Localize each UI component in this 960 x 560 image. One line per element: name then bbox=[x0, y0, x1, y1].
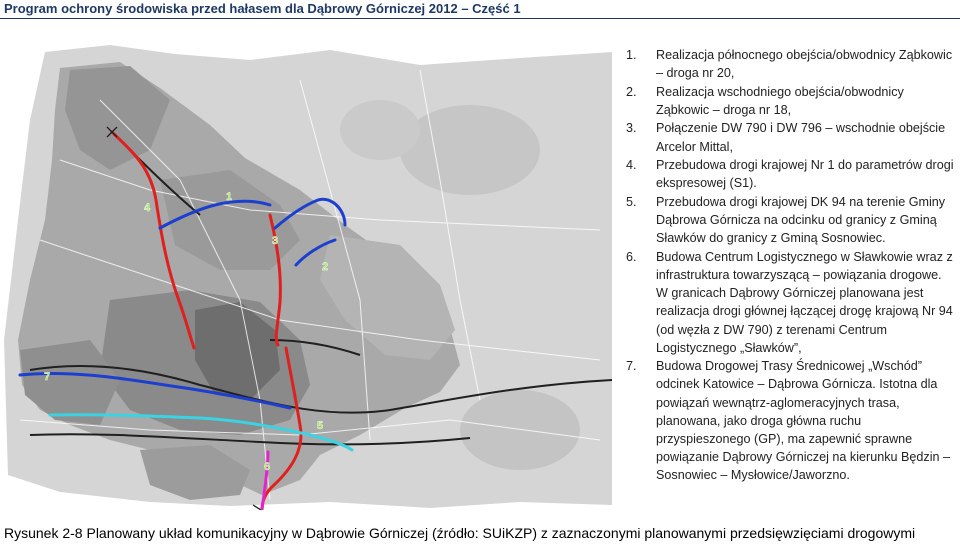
document-header: Program ochrony środowiska przed hałasem dla Dąbrowy Górniczej 2012 – Część 1 bbox=[4, 1, 521, 16]
map-marker-label: 1 bbox=[226, 191, 233, 203]
map-forest-patch bbox=[460, 390, 580, 470]
map-marker-label: 2 bbox=[322, 261, 329, 273]
legend-item-number: 6. bbox=[626, 249, 637, 264]
legend-item-text: Przebudowa drogi krajowej Nr 1 do parametrów drogi ekspresowej (S1). bbox=[656, 158, 954, 191]
header-rule bbox=[0, 18, 960, 19]
map-marker-label: 6 bbox=[264, 461, 271, 473]
legend-item-number: 2. bbox=[626, 84, 637, 99]
legend-item bbox=[626, 248, 956, 357]
legend-item bbox=[626, 119, 956, 155]
map-forest-patch bbox=[340, 100, 420, 160]
legend-item-number: 7. bbox=[626, 359, 637, 374]
legend-item-text: Budowa Centrum Logistycznego w Sławkowie wraz z infrastruktura towarzyszącą – powiązania drogowe. W granicach Dąbrowy Górniczej planowana jest realizacja drogi głównej łączącej drogę krajową Nr 94 (od węzła z DW 790) z terenami Centrum Logistycznego „Sławków”, bbox=[656, 249, 953, 355]
legend-item-text: Przebudowa drogi krajowej DK 94 na terenie Gminy Dąbrowa Górnicza na odcinku od granicy z Gminą Sławków do granicy z Gminą Sosnowiec. bbox=[656, 194, 946, 246]
map-marker-label: 5 bbox=[317, 420, 324, 432]
map-marker-label: 3 bbox=[272, 235, 279, 247]
map-marker-label: 4 bbox=[144, 202, 151, 214]
legend-item bbox=[626, 46, 956, 82]
legend-item-text: Budowa Drogowej Trasy Średnicowej „Wschód” odcinek Katowice – Dąbrowa Górnicza. Istotna dla powiązań wewnątrz-aglomeracyjnych trasa, planowana, jako droga główna ruchu przyspieszonego (GP), ma zapewnić sprawne powiązanie Dąbrowy Górniczej na kierunku Będzin – Sosnowiec – Mysłowice/Jaworzno. bbox=[656, 359, 951, 483]
legend-item-text: Realizacja północnego obejścia/obwodnicy Ząbkowic – droga nr 20, bbox=[656, 48, 953, 81]
legend-item-text: Realizacja wschodniego obejścia/obwodnicy Ząbkowic – droga nr 18, bbox=[656, 84, 904, 117]
legend-item-number: 1. bbox=[626, 48, 637, 62]
legend-item bbox=[626, 83, 956, 119]
map-forest-patch bbox=[400, 105, 540, 195]
legend-item bbox=[626, 357, 956, 484]
legend-item bbox=[626, 193, 956, 248]
legend-item-text: Połączenie DW 790 i DW 796 – wschodnie obejście Arcelor Mittal, bbox=[656, 121, 946, 154]
legend-item-number: 4. bbox=[626, 158, 637, 173]
legend-item-number: 5. bbox=[626, 194, 637, 209]
legend-item bbox=[626, 156, 956, 192]
legend-item-number: 3. bbox=[626, 121, 637, 136]
figure-caption: Rysunek 2-8 Planowany układ komunikacyjny w Dąbrowie Górniczej (źródło: SUiKZP) z zaznaczonymi planowanymi przedsięwzięciami drogowymi bbox=[4, 525, 916, 541]
map-marker-label: 7 bbox=[44, 371, 51, 383]
legend-list bbox=[626, 46, 956, 485]
city-map bbox=[0, 40, 615, 510]
